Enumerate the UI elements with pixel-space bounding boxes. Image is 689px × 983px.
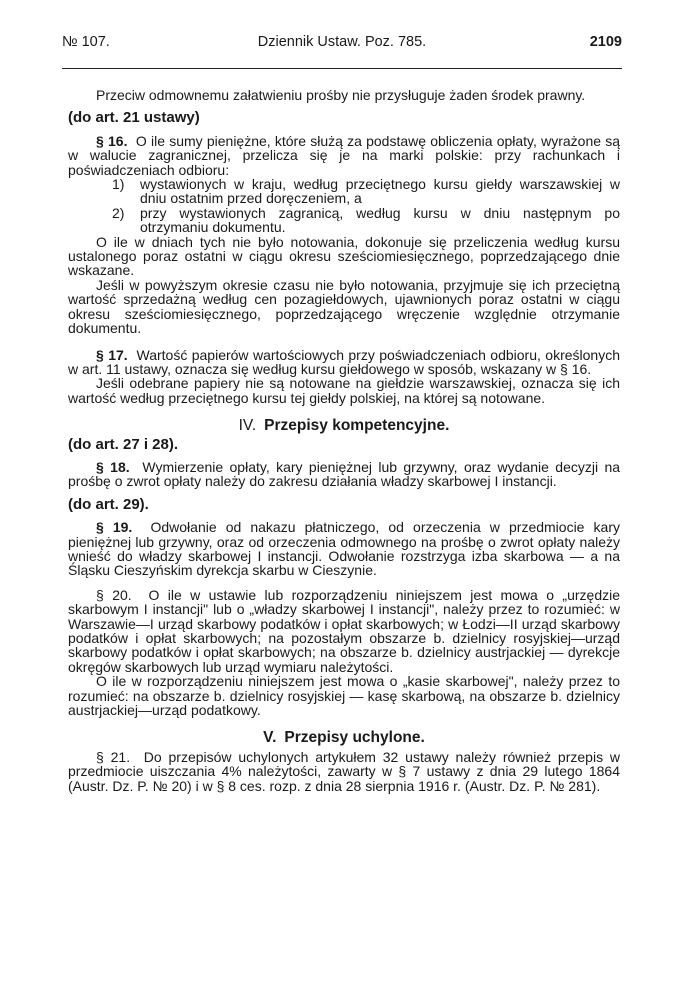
section-21 (68, 750, 620, 793)
list-item-text: wystawionych w kraju, według przeciętnego kursu giełdy warszawskiej w dniu ostatnim przed doręczeniem, a (140, 176, 620, 207)
chapter-title: Przepisy uchylone. (284, 729, 425, 747)
chapter-heading-iv (68, 419, 620, 433)
section-label: § 20. (96, 586, 132, 603)
section-label: § 19. (96, 519, 133, 536)
section-label: § 18. (96, 458, 130, 475)
issue-number: № 107. (62, 34, 110, 50)
section-16-para-2: O ile w dniach tych nie było notowania, dokonuje się przeliczenia według kursu ustalonego poraz ostatni w ciągu okresu sześciomiesięcznego, poprzedzającego dnie wskazane. (68, 233, 620, 279)
section-18 (68, 460, 620, 489)
section-text: Wymierzenie opłaty, kary pieniężnej lub grzywny, oraz wydanie decyzji na prośbę o zwrot opłaty należy do zakresu działania władzy skarbowej I instancji. (68, 458, 621, 490)
chapter-title: Przepisy kompetencyjne. (264, 417, 450, 435)
page-number: 2109 (589, 34, 622, 50)
list-item (112, 177, 620, 206)
journal-title: Dziennik Ustaw. Poz. 785. (257, 34, 427, 50)
intro-paragraph: Przeciw odmownemu załatwieniu prośby nie przysługuje żaden środek prawny. (96, 87, 586, 103)
section-text: O ile sumy pieniężne, które służą za podstawę obliczenia opłaty, wyrażone są w walucie zagranicznej, przelicza się je na marki polskie: przy rachunkach i poświadczeniach odbioru: (68, 132, 621, 178)
section-text: Do przepisów uchylonych artykułem 32 ustawy należy również przepis w przedmiocie uiszczania 4% należytości, zawarty w § 7 ustawy z dnia 29 lutego 1864 (Austr. Dz. P. № 20) i w § 8 ces. rozp. z dnia 28 sierpnia 1916 r. (Austr. Dz. P. № 281). (68, 748, 621, 794)
document-body (68, 88, 620, 793)
section-label: § 17. (96, 346, 128, 363)
section-text: O ile w ustawie lub rozporządzeniu niniejszem jest mowa o „urzędzie skarbowym I instancji" lub o „władzy skarbowej I instancji", należy przez to rozumieć: w Warszawie—I urząd skarbowy podatków i opłat skarbowych; w Łodzi—II urząd skarbowy podatków i opłat skarbowych; na pozostałym obszarze b. dzielnicy rosyjskiej—urząd skarbowy podatków i opłat skarbowych; na obszarze b. dzielnicy austrjackiej — dyrekcje okręgów skarbowych lub urząd wymiaru należytości. (68, 586, 621, 675)
section-17 (68, 348, 620, 377)
section-label: § 16. (96, 132, 128, 149)
article-heading-29: (do art. 29). (68, 495, 149, 513)
section-text: Wartość papierów wartościowych przy poświadczeniach odbioru, określonych w art. 11 ustawy, oznacza się według kursu giełdowego w sposób, wskazany w § 16. (68, 346, 620, 377)
article-heading-27: (do art. 27 i 28). (68, 435, 179, 453)
list-item-number: 1) (112, 176, 125, 193)
article-heading-21: (do art. 21 ustawy) (68, 109, 200, 127)
section-label: § 21. (96, 748, 131, 765)
chapter-number: IV. (238, 417, 257, 435)
list-item (112, 206, 620, 235)
list-item-number: 2) (112, 204, 125, 221)
list-item-text: przy wystawionych zagranicą, według kursu w dniu następnym po otrzymaniu dokumentu. (140, 204, 620, 236)
section-17-para-2: Jeśli odebrane papiery nie są notowane na giełdzie warszawskiej, oznacza się ich wartość według przeciętnego kursu tej giełdy polskiej, na której są notowane. (68, 375, 620, 406)
header-rule (62, 68, 622, 69)
page-header (62, 34, 622, 56)
section-text: Odwołanie od nakazu płatniczego, od orzeczenia w przedmiocie kary pieniężnej lub grzywny, oraz od orzeczenia odmownego na prośbę o zwrot opłaty należy wnieść do władzy skarbowej I instancji. Odwołanie rozstrzyga izba skarbowa — a na Śląsku Cieszyńskim dyrekcja skarbu w Cieszynie. (68, 519, 620, 579)
chapter-number: V. (263, 729, 277, 747)
section-16-list (112, 177, 620, 235)
section-20 (68, 588, 620, 674)
section-16-para-3: Jeśli w powyższym okresie czasu nie było notowania, przyjmuje się ich przeciętną wartość sprzedażną według cen pozagiełdowych, ujawnionych poraz ostatni w ciągu okresu sześciomiesięcznego, poprzedzającego wręczenie względnie otrzymanie dokumentu. (68, 276, 620, 337)
section-20-para-2: O ile w rozporządzeniu niniejszem jest mowa o „kasie skarbowej", należy przez to rozumieć: na obszarze b. dzielnicy rosyjskiej — kasę skarbową, na obszarze b. dzielnicy austrjackiej—urząd podatkowy. (68, 673, 620, 719)
section-19 (68, 520, 620, 578)
chapter-heading-v (68, 731, 620, 745)
section-16 (68, 134, 620, 177)
